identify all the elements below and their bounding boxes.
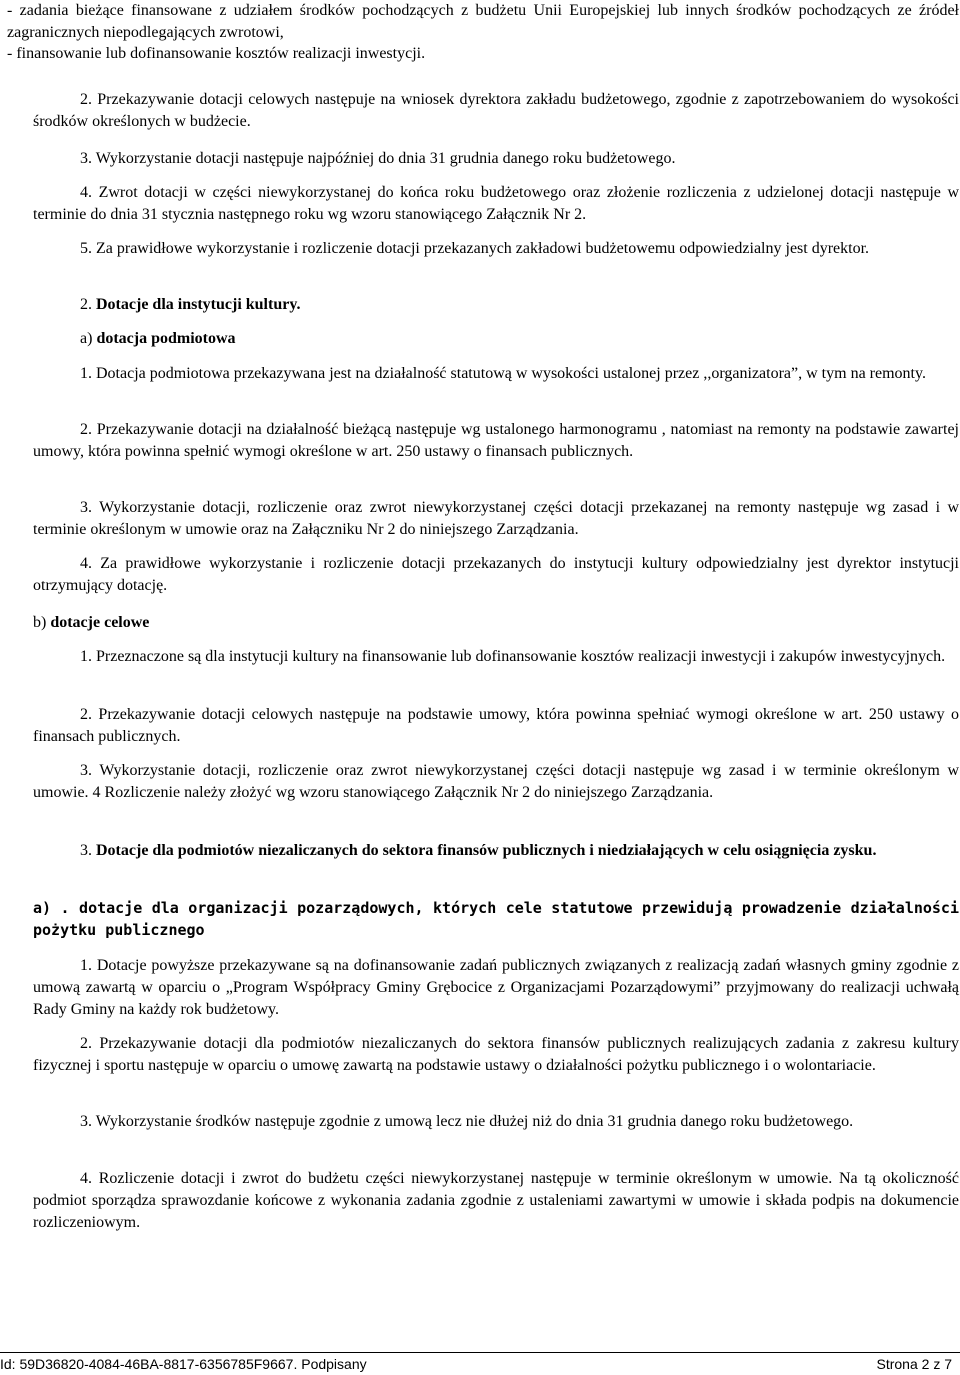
section-heading xyxy=(33,840,959,862)
footer-page-number: Strona 2 z 7 xyxy=(876,1356,952,1372)
paragraph: 2. Przekazywanie dotacji celowych następuje na wniosek dyrektora zakładu budżetowego, zgodnie z zapotrzebowaniem do wysokości środków określonych w budżecie. xyxy=(33,91,959,130)
subsection-title: dotacje celowe xyxy=(50,614,150,631)
bullet-item: - zadania bieżące finansowane z udziałem środków pochodzących z budżetu Unii Europejskiej lub innych środków pochodzących ze źródeł zagranicznych niepodlegających zwrotowi, xyxy=(7,2,959,41)
subsection-letter: a) xyxy=(80,330,97,347)
section-heading xyxy=(33,294,960,316)
paragraph: 3. Wykorzystanie dotacji, rozliczenie oraz zwrot niewykorzystanej części dotacji przekazanej na remonty następuje wg zasad i w terminie określonym w umowie oraz na Załączniku Nr 2 do niniejszego Zarządzania. xyxy=(33,499,959,538)
paragraph: 4. Za prawidłowe wykorzystanie i rozliczenie dotacji przekazanych do instytucji kultury odpowiedzialny jest dyrektor instytucji otrzymujący dotację. xyxy=(33,555,959,594)
footer-document-id: Id: 59D36820-4084-46BA-8817-6356785F9667. Podpisany xyxy=(0,1356,367,1372)
paragraph: 3. Wykorzystanie dotacji następuje najpóźniej do dnia 31 grudnia danego roku budżetowego. xyxy=(80,150,676,167)
paragraph: 3. Wykorzystanie środków następuje zgodnie z umową lecz nie dłużej niż do dnia 31 grudnia danego roku budżetowego. xyxy=(80,1113,854,1130)
paragraph: 4. Zwrot dotacji w części niewykorzystanej do końca roku budżetowego oraz złożenie rozliczenia z udzielonej dotacji następuje w terminie do dnia 31 stycznia następnego roku wg wzoru stanowiącego Załącznik Nr 2. xyxy=(33,184,959,223)
subsection-heading xyxy=(33,612,959,634)
paragraph: 4. Rozliczenie dotacji i zwrot do budżetu części niewykorzystanej następuje w terminie określonym w umowie. Na tą okoliczność podmiot sporządza sprawozdanie końcowe z wykonania zadania zgodnie z ustaleniami zawartymi w umowie i składa podpis na dokumencie rozliczeniowym. xyxy=(33,1170,959,1231)
section-number: 2. xyxy=(80,296,96,313)
section-number: 3. xyxy=(80,842,96,859)
paragraph: 3. Wykorzystanie dotacji, rozliczenie oraz zwrot niewykorzystanej części dotacji następuje wg zasad i w terminie określonym w umowie. 4 Rozliczenie należy złożyć wg wzoru stanowiącego Załącznik Nr 2 do niniejszego Zarządzania. xyxy=(33,762,959,801)
paragraph: 1. Dotacje powyższe przekazywane są na dofinansowanie zadań publicznych związanych z realizacją zadań własnych gminy zgodnie z umową zawartą w oparciu o „Program Współpracy Gminy Grębocice z Organizacjami Pozarządowymi” przyjmowany do realizacji uchwałą Rady Gminy na każdy rok budżetowy. xyxy=(33,957,959,1018)
subsection-heading xyxy=(33,328,960,350)
subsection-letter: b) xyxy=(33,614,51,631)
subsection-title: a) . dotacje dla organizacji pozarządowych, których cele statutowe przewidują prowadzenie działalności pożytku publicznego xyxy=(33,899,959,939)
bullet-item: - finansowanie lub dofinansowanie kosztów realizacji inwestycji. xyxy=(7,45,426,62)
paragraph: 5. Za prawidłowe wykorzystanie i rozliczenie dotacji przekazanych zakładowi budżetowemu odpowiedzialny jest dyrektor. xyxy=(80,240,870,257)
footer-divider xyxy=(0,1352,960,1353)
paragraph: 2. Przekazywanie dotacji celowych następuje na podstawie umowy, która powinna spełniać wymogi określone w art. 250 ustawy o finansach publicznych. xyxy=(33,706,959,745)
paragraph: 1. Przeznaczone są dla instytucji kultury na finansowanie lub dofinansowanie kosztów realizacji inwestycji i zakupów inwestycyjnych. xyxy=(80,648,946,665)
section-title: Dotacje dla podmiotów niezaliczanych do sektora finansów publicznych i niedziałających w celu osiągnięcia zysku. xyxy=(96,842,877,859)
paragraph: 2. Przekazywanie dotacji dla podmiotów niezaliczanych do sektora finansów publicznych realizujących zadania z zakresu kultury fizycznej i sportu następuje w oparciu o umowę zawartą na podstawie ustawy o działalności pożytku publicznego i o wolontariacie. xyxy=(33,1035,959,1074)
subsection-title: dotacja podmiotowa xyxy=(96,330,236,347)
paragraph: 1. Dotacja podmiotowa przekazywana jest na działalność statutową w wysokości ustalonej przez ,,organizatora”, w tym na remonty. xyxy=(80,365,926,382)
paragraph: 2. Przekazywanie dotacji na działalność bieżącą następuje wg ustalonego harmonogramu , natomiast na remonty na podstawie zawartej umowy, która powinna spełnić wymogi określone w art. 250 ustawy o finansach publicznych. xyxy=(33,421,959,460)
section-title: Dotacje dla instytucji kultury. xyxy=(96,296,301,313)
